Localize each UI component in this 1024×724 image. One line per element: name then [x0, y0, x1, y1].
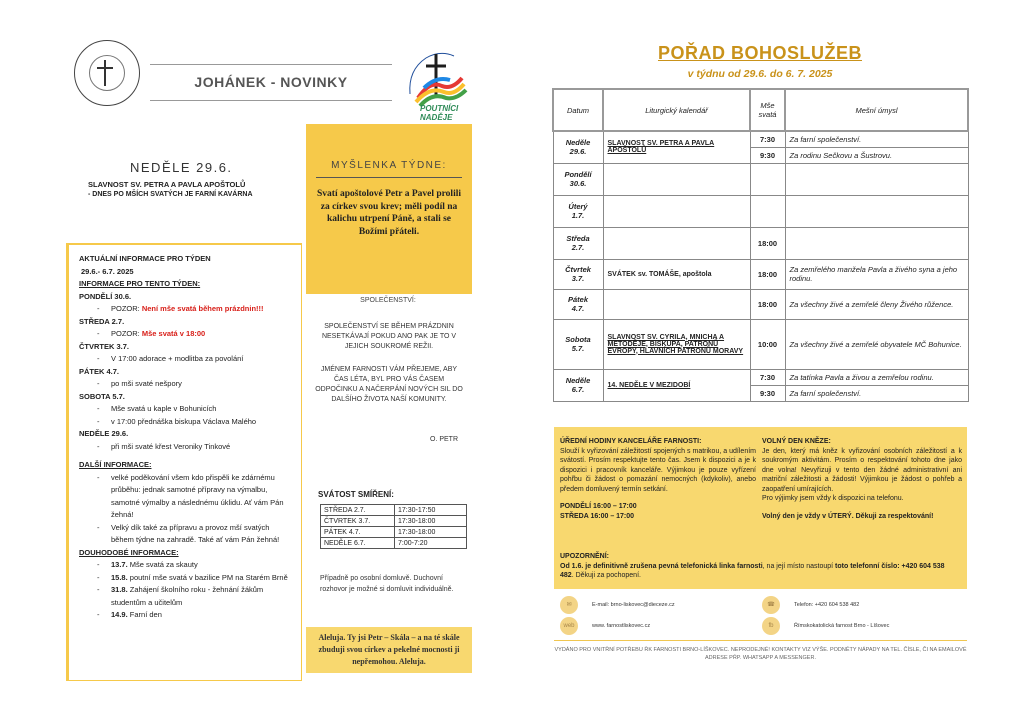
- free-day-heading: VOLNÝ DEN KNĚZE:: [762, 438, 831, 445]
- more-item: - Velký dík také za přípravu a provoz mší svatých během týdne na zahradě. Také ať vám Pán žehná!: [97, 522, 280, 544]
- table-row: [553, 369, 968, 385]
- long-term-item: - 31.8. Zahájení školního roku - žehnání žákům studentům a učitelům: [97, 585, 264, 607]
- schedule-day: [553, 369, 603, 401]
- day-date: 30.6.: [569, 179, 587, 188]
- day-saturday: SOBOTA 5.7.: [79, 391, 125, 401]
- table-row: [553, 289, 968, 319]
- day-date: 3.7.: [571, 274, 585, 283]
- office-text: Slouží k vyřizování záležitostí spojených s matrikou, a udílením svátostí. Prosím respektujte tento čas. Jsem k dispozici a je k dispozici i pracovník kanceláře. Výjimkou je pouze vyřízení pohřbu či žádost o pomazání nemocných (kdykoliv), anebo předem domluvený termín setkání.: [560, 447, 756, 493]
- schedule-day: [553, 195, 603, 227]
- schedule-day: [553, 227, 603, 259]
- newsletter-title: JOHÁNEK - NOVINKY: [194, 74, 348, 90]
- mass-schedule-table: [552, 88, 969, 402]
- wednesday-note: - POZOR: Mše svatá v 18:00: [97, 329, 206, 338]
- day-date: 1.7.: [571, 211, 585, 220]
- mass-intention: [785, 163, 968, 195]
- priest-free-day: [762, 437, 962, 521]
- notice-text: Od 1.6. je definitivně zrušena pevná telefonická linka farnosti, na její místo nastoupí toto telefonní číslo: +420 604 538 482. Děkuji za pochopení.: [560, 562, 945, 579]
- mass-time: 18:00: [750, 289, 785, 319]
- contact-facebook[interactable]: Římskokatolická farnost Brno - Líšovec: [794, 623, 890, 629]
- table-row: [553, 195, 968, 227]
- liturgical-day: SLAVNOST SV. CYRILA, MNICHA A METODĚJE, BISKUPA, PATRONŮ EVROPY, HLAVNÍCH PATRONŮ MORAVY: [603, 319, 750, 369]
- confession-note: Případně po osobní domluvě. Duchovní rozhovor je možné si domluvit individuálně.: [320, 575, 454, 593]
- schedule-day: [553, 163, 603, 195]
- day-date: 2.7.: [571, 243, 585, 252]
- more-item: - velké poděkování všem kdo přispěli ke zdárnému průběhu: jednak samotné přípravy na výmalbu, samotné výmalby a následnému úklidu. Ať vám Pán žehná!: [97, 472, 284, 519]
- free-day-text: Je den, který má kněz k vyřizování osobních záležitostí a k soukromým aktivitám. Prosím o respektování tohoto dne jako dne volna! Nevyřizuji v tento den žádné administrativní ani matriční záležitosti a žádosti! Výjimkou je žádost o pohřeb a zaopatření umírajících.: [762, 447, 962, 493]
- confession-heading: SVÁTOST SMÍŘENÍ:: [318, 490, 394, 499]
- day-date: 4.7.: [571, 304, 585, 313]
- notice-heading: UPOZORNĚNÍ:: [560, 553, 609, 560]
- friday-note: - po mši svaté nešpory: [97, 379, 182, 388]
- schedule-title: POŘAD BOHOSLUŽEB: [657, 43, 862, 63]
- community-heading: SPOLEČENSTVÍ:: [360, 297, 416, 304]
- facebook-icon: fb: [762, 617, 780, 635]
- mass-time: [750, 163, 785, 195]
- thought-rule: [316, 177, 462, 178]
- liturgical-day: [603, 163, 750, 195]
- mass-intention: Za všechny živé a zemřelé obyvatele MČ Bohunice.: [785, 319, 968, 369]
- col-date: Datum: [553, 89, 603, 131]
- table-row: STŘEDA 2.7. 17:30-17:50: [321, 505, 467, 516]
- liturgical-day: [603, 195, 750, 227]
- day-date: 6.7.: [571, 385, 585, 394]
- header-rule: [150, 100, 392, 101]
- info-range: 29.6.- 6.7. 2025: [81, 266, 134, 276]
- mass-intention: Za zemřelého manžela Pavla a živého syna a jeho rodinu.: [785, 259, 968, 289]
- jubilee-logo: [396, 40, 476, 122]
- liturgical-day: 14. NEDĚLE V MEZIDOBÍ: [603, 369, 750, 401]
- week-heading: INFORMACE PRO TENTO TÝDEN:: [79, 279, 201, 288]
- sunday-cafe-note: - DNES PO MŠÍCH SVATÝCH JE FARNÍ KAVÁRNA: [88, 191, 253, 198]
- day-date: 29.6.: [569, 147, 587, 157]
- day-name: Čtvrtek: [565, 265, 591, 274]
- liturgical-day: SVÁTEK sv. TOMÁŠE, apoštola: [603, 259, 750, 289]
- sunday-title: NEDĚLE 29.6.: [130, 160, 233, 175]
- contact-phone[interactable]: Telefon: +420 604 538 482: [794, 602, 860, 608]
- contact-email[interactable]: E-mail: brno-liskovec@dieceze.cz: [592, 602, 675, 608]
- table-row: [553, 163, 968, 195]
- monday-note: - POZOR: Není mše svatá během prázdnin!!!: [97, 304, 264, 313]
- table-header-row: [553, 89, 968, 131]
- office-hours: [560, 437, 756, 521]
- thursday-note: - V 17:00 adorace + modlitba za povolání: [97, 354, 244, 363]
- col-intention: Mešní úmysl: [785, 89, 968, 131]
- mail-icon: ✉: [560, 596, 578, 614]
- saturday-note: - Mše svatá u kaple v Bohunicích: [97, 404, 217, 413]
- day-name: Sobota: [565, 335, 591, 344]
- liturgical-day: [603, 227, 750, 259]
- day-name: Středa: [566, 234, 590, 243]
- col-time: Mše svatá: [750, 89, 785, 131]
- mass-intention: Za farní společenství.: [785, 131, 968, 147]
- thought-heading: MYŠLENKA TÝDNE:: [331, 160, 447, 171]
- day-date: 5.7.: [571, 344, 585, 353]
- thought-text: Svatí apoštolové Petr a Pavel prolili za církev svou krev; měli podíl na kalichu utrpení Páně, a stali se Božími přáteli.: [317, 189, 461, 237]
- day-name: Neděle: [565, 138, 591, 148]
- schedule-subtitle: v týdnu od 29.6. do 6. 7. 2025: [687, 68, 833, 80]
- office-hours-mon: PONDĚLÍ 16:00 – 17:00: [560, 503, 637, 510]
- day-name: Pondělí: [564, 170, 592, 179]
- table-row: PÁTEK 4.7. 17:30-18:00: [321, 527, 467, 538]
- day-thursday: ČTVRTEK 3.7.: [79, 341, 130, 351]
- schedule-day: [553, 131, 603, 163]
- mass-time: 9:30: [750, 385, 785, 401]
- table-row: [553, 259, 968, 289]
- mass-time: 18:00: [750, 259, 785, 289]
- mass-intention: [785, 195, 968, 227]
- header-rule: [150, 64, 392, 65]
- day-monday: PONDĚLÍ 30.6.: [79, 291, 132, 301]
- day-wednesday: STŘEDA 2.7.: [79, 316, 125, 326]
- sunday-feast: SLAVNOST SV. PETRA A PAVLA APOŠTOLŮ: [88, 180, 246, 189]
- community-signature: O. PETR: [430, 436, 459, 443]
- table-row: NEDĚLE 6.7. 7:00-7:20: [321, 538, 467, 549]
- footer-text: VYDÁNO PRO VNITŘNÍ POTŘEBU ŘK FARNOSTI BRNO-LÍŠKOVEC. NEPRODEJNÉ! KONTAKTY VIZ VÝŠE. PODNĚTY NÁPADY NA TEL. ČÍSLE, ČI NA EMAILOVÉ ADRESE PŘP. WHATSAPP A MESSENGER.: [554, 647, 967, 661]
- mass-time: 10:00: [750, 319, 785, 369]
- schedule-day: [553, 259, 603, 289]
- more-heading: DALŠÍ INFORMACE:: [79, 460, 152, 469]
- free-day-note: Volný den je vždy v ÚTERÝ. Děkuji za respektování!: [762, 512, 934, 520]
- office-hours-wed: STŘEDA 16:00 – 17:00: [560, 512, 635, 520]
- weekly-info-box: [66, 243, 302, 681]
- saturday-note: - v 17:00 přednáška biskupa Václava Malého: [97, 416, 257, 426]
- office-heading: ÚŘEDNÍ HODINY KANCELÁŘE FARNOSTI:: [560, 438, 702, 445]
- day-name: Neděle: [565, 376, 591, 385]
- liturgical-day: SLAVNOST SV. PETRA A PAVLA APOŠTOLŮ: [603, 131, 750, 163]
- table-row: [553, 319, 968, 369]
- mass-intention: Za farní společenství.: [785, 385, 968, 401]
- mass-intention: [785, 227, 968, 259]
- mass-intention: Za rodinu Sečkovu a Šustrovu.: [785, 147, 968, 163]
- jubilee-tagline: POUTNÍCI NADĚJE: [420, 104, 459, 122]
- contact-web[interactable]: www. farnostliskovec.cz: [592, 623, 651, 629]
- table-row: [553, 131, 968, 147]
- day-name: Pátek: [567, 295, 588, 304]
- info-heading: AKTUÁLNÍ INFORMACE PRO TÝDEN: [79, 254, 211, 263]
- col-liturgy: Liturgický kalendář: [603, 89, 750, 131]
- table-row: [553, 227, 968, 259]
- phone-icon: ☎: [762, 596, 780, 614]
- schedule-day: [553, 319, 603, 369]
- mass-time: [750, 195, 785, 227]
- day-friday: PÁTEK 4.7.: [79, 366, 120, 376]
- aleluja-verse: Aleluja. Ty jsi Petr – Skála – a na té skále zbuduji svou církev a pekelné mocnosti ji nepřemohou. Aleluja.: [306, 627, 472, 673]
- sunday-note: - při mši svaté křest Veroniky Tinkové: [97, 441, 231, 451]
- mass-time: 7:30: [750, 131, 785, 147]
- day-name: Úterý: [568, 202, 588, 211]
- long-term-item: - 14.9. Farní den: [97, 610, 162, 619]
- day-sunday: NEDĚLE 29.6.: [79, 429, 129, 438]
- liturgical-day: [603, 289, 750, 319]
- long-term-heading: DOUHODOBÉ INFORMACE:: [79, 547, 179, 557]
- schedule-day: [553, 289, 603, 319]
- parish-seal-logo: [74, 40, 140, 106]
- confession-table: [320, 504, 467, 549]
- long-term-item: - 15.8. poutní mše svatá v bazilice PM na Starém Brně: [97, 572, 288, 582]
- web-icon: web: [560, 617, 578, 635]
- mass-time: 9:30: [750, 147, 785, 163]
- mass-time: 7:30: [750, 369, 785, 385]
- free-day-phone: Pro výjimky jsem vždy k dispozici na telefonu.: [762, 495, 904, 502]
- table-row: ČTVRTEK 3.7. 17:30-18:00: [321, 516, 467, 527]
- mass-intention: Za tatínka Pavla a živou a zemřelou rodinu.: [785, 369, 968, 385]
- long-term-item: - 13.7. Mše svatá za skauty: [97, 560, 198, 569]
- footer-rule: [554, 640, 967, 641]
- notice: [560, 552, 960, 581]
- mass-intention: Za všechny živé a zemřelé členy Živého růžence.: [785, 289, 968, 319]
- mass-time: 18:00: [750, 227, 785, 259]
- community-text: SPOLEČENSTVÍ SE BĚHEM PRÁZDNIN NESETKÁVAJÍ POKUD ANO PAK JE TO V JEJICH SOUKROMÉ REŽII.: [321, 323, 457, 350]
- community-wish: JMÉNEM FARNOSTI VÁM PŘEJEME, ABY ČAS LÉTA, BYL PRO VÁS ČASEM ODPOČINKU A NAČERPÁNÍ NOVÝCH SIL DO DALŠÍHO ŽIVOTA NAŠÍ KOMUNITY.: [315, 366, 463, 403]
